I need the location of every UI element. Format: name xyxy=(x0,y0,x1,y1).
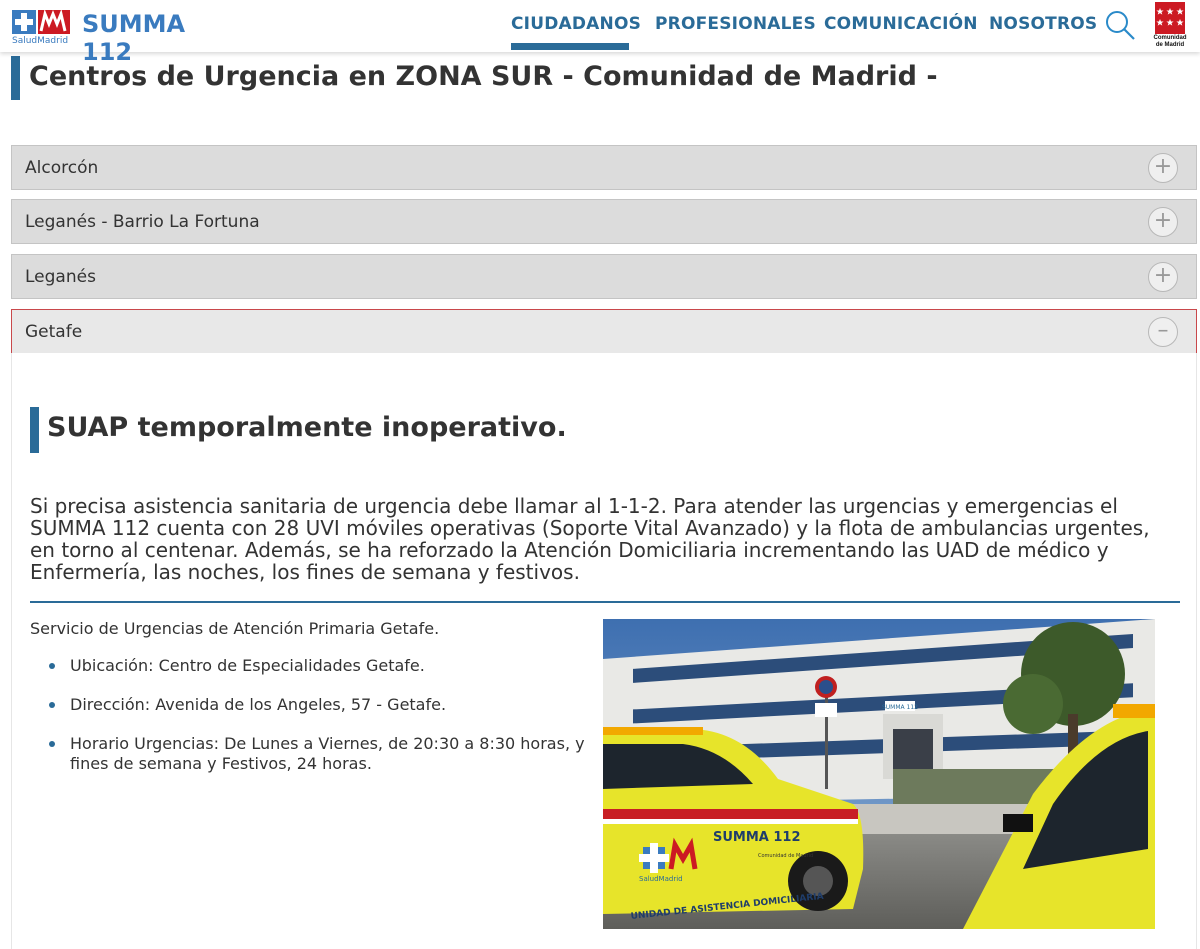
summa-logo[interactable] xyxy=(10,6,210,66)
vehicle-region-text: Comunidad de Madrid xyxy=(758,853,814,859)
bullet-icon xyxy=(49,702,55,708)
logo-subtitle: SaludMadrid xyxy=(12,36,69,46)
vehicle-brand-text: SUMMA 112 xyxy=(713,830,801,845)
accordion-item-leganes[interactable] xyxy=(11,254,1197,299)
expand-icon[interactable]: + xyxy=(1148,262,1178,292)
logo-title: SUMMA 112 xyxy=(82,10,186,66)
panel-subtitle: SUAP temporalmente inoperativo. xyxy=(47,412,567,443)
madrid-flag-icon xyxy=(1155,2,1185,34)
ambulance-building-image xyxy=(603,619,1155,929)
title-accent-bar xyxy=(11,56,20,100)
accordion-label: Leganés xyxy=(25,267,96,287)
bullet-icon xyxy=(49,663,55,669)
accordion-label: Getafe xyxy=(25,322,83,342)
service-details-list xyxy=(30,656,590,793)
nav-profesionales[interactable]: PROFESIONALES xyxy=(655,14,816,34)
search-icon[interactable] xyxy=(1104,9,1136,41)
section-divider xyxy=(30,601,1180,603)
list-item xyxy=(30,656,590,676)
expand-icon[interactable]: + xyxy=(1148,207,1178,237)
nav-ciudadanos[interactable]: CIUDADANOS xyxy=(511,14,642,34)
expand-icon[interactable]: + xyxy=(1148,153,1178,183)
notice-text: Si precisa asistencia sanitaria de urgencia debe llamar al 1-1-2. Para atender las urgencias y emergencias el SUMMA 112 cuenta con 28 UVI móviles operativas (Soporte Vital Avanzado) y la flota de ambulancias urgentes, en torno al centenar. Además, se ha reforzado la Atención Domiciliaria incrementando las UAD de médico y Enfermería, las noches, los fines de semana y festivos. xyxy=(30,494,1150,584)
accordion-label: Leganés - Barrio La Fortuna xyxy=(25,212,260,232)
service-name: Servicio de Urgencias de Atención Primaria Getafe. xyxy=(30,619,440,638)
detail-hours: Horario Urgencias: De Lunes a Viernes, de 20:30 a 8:30 horas, y fines de semana y Festivos, 24 horas. xyxy=(70,734,585,773)
comunidad-madrid-label: Comunidad de Madrid xyxy=(1153,35,1187,48)
collapse-icon[interactable]: – xyxy=(1148,317,1178,347)
nav-comunicacion[interactable]: COMUNICACIÓN xyxy=(824,14,978,34)
page-title: Centros de Urgencia en ZONA SUR - Comunidad de Madrid - xyxy=(29,61,938,92)
nav-nosotros[interactable]: NOSOTROS xyxy=(989,14,1098,34)
comunidad-madrid-logo[interactable] xyxy=(1152,2,1188,50)
detail-location: Ubicación: Centro de Especialidades Getafe. xyxy=(70,656,425,675)
site-header xyxy=(0,0,1200,66)
accordion-item-getafe[interactable] xyxy=(11,309,1197,354)
saludmadrid-logo-icon xyxy=(12,8,72,36)
accordion-item-alcorcon[interactable] xyxy=(11,145,1197,190)
nav-active-indicator xyxy=(511,43,629,50)
accordion-label: Alcorcón xyxy=(25,158,99,178)
center-photo xyxy=(603,619,1155,929)
detail-address: Dirección: Avenida de los Angeles, 57 - Getafe. xyxy=(70,695,447,714)
list-item xyxy=(30,695,590,715)
list-item xyxy=(30,734,590,774)
vehicle-logo-sub-text: SaludMadrid xyxy=(639,875,683,883)
building-sign: SUMMA 112 xyxy=(881,704,919,711)
subtitle-accent-bar xyxy=(30,407,39,453)
vehicle-unit-text: UNIDAD DE ASISTENCIA DOMICILIARIA xyxy=(630,891,825,922)
accordion-item-leganes-fortuna[interactable] xyxy=(11,199,1197,244)
bullet-icon xyxy=(49,741,55,747)
